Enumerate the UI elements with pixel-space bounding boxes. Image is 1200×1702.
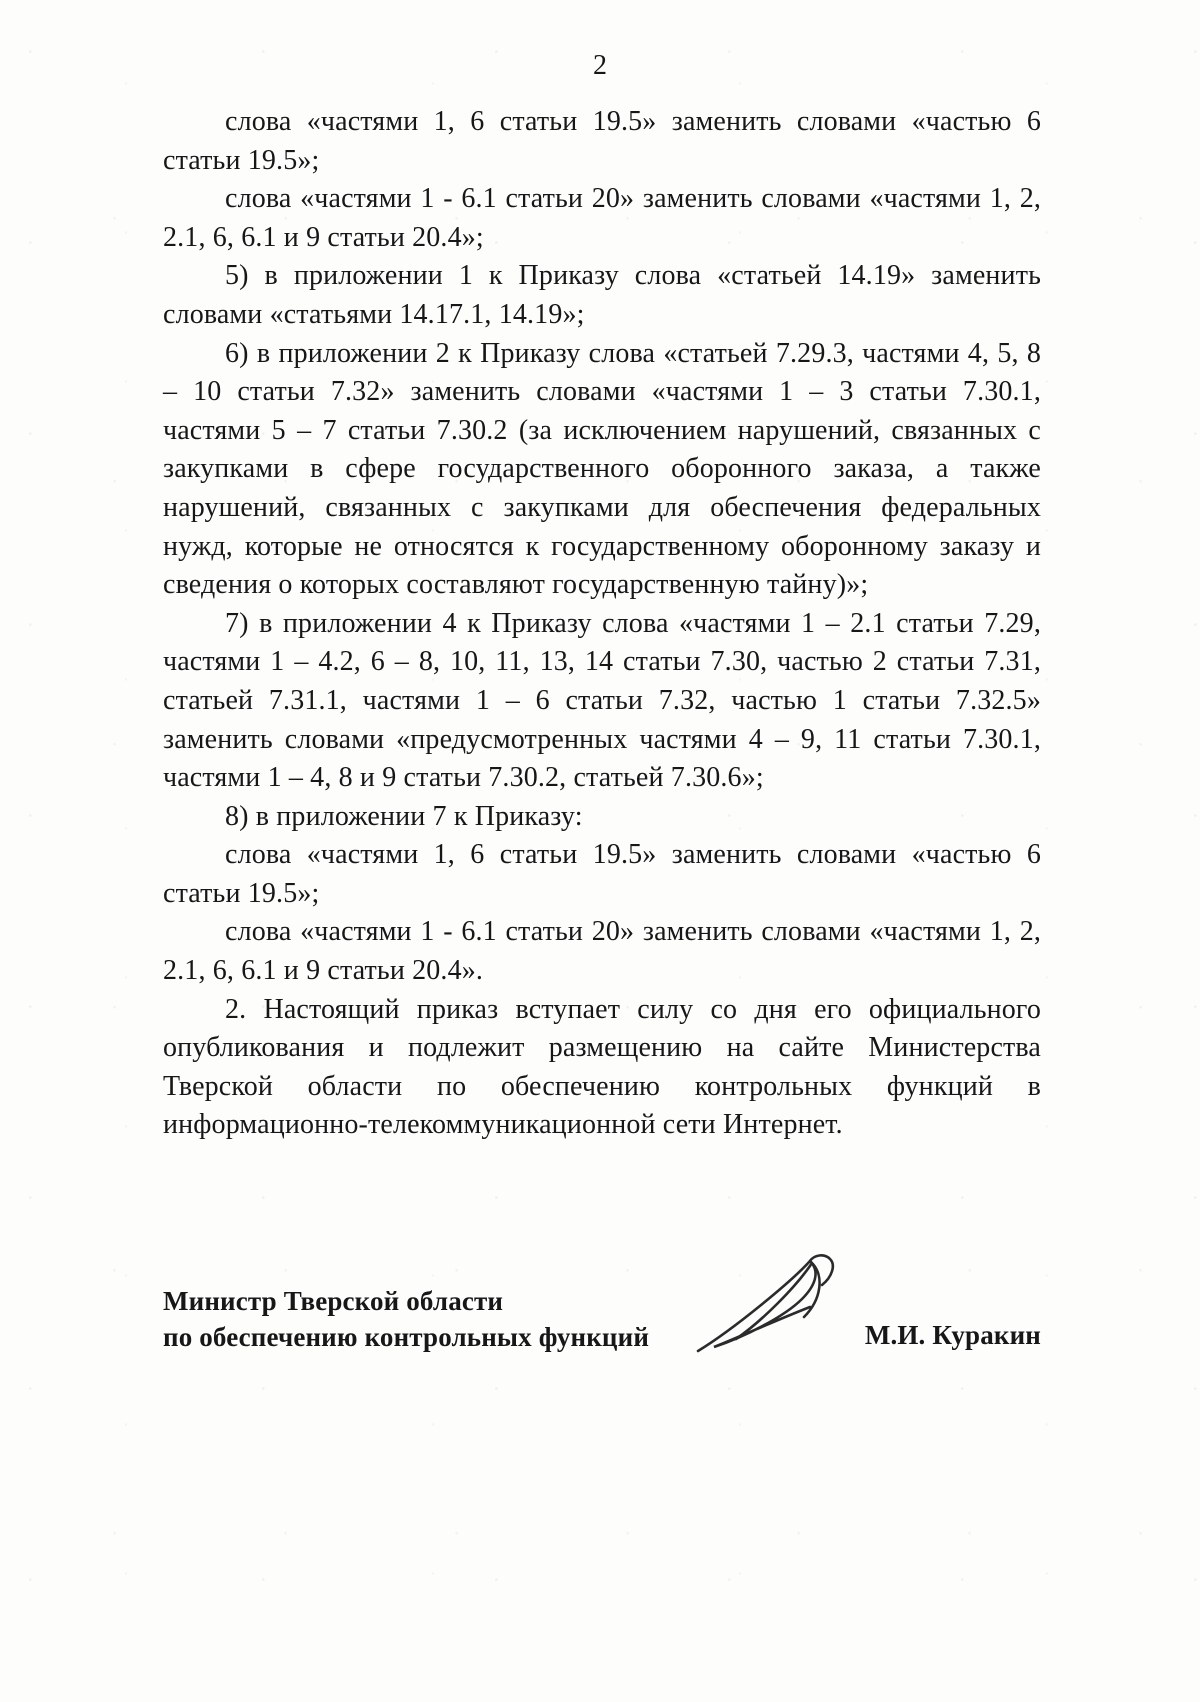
document-paragraph: 2. Настоящий приказ вступает силу со дня его официального опубликования и подлежит размещению на сайте Министерства Тверской области по обеспечению контрольных функций в информационно-телекоммуникационной сети Интернет. bbox=[163, 993, 1041, 1141]
document-paragraph: слова «частями 1, 6 статьи 19.5» заменить словами «частью 6 статьи 19.5»; bbox=[163, 106, 1041, 176]
document-paragraph: 7) в приложении 4 к Приказу слова «частями 1 – 2.1 статьи 7.29, частями 1 – 4.2, 6 – 8, 10, 11, 13, 14 статьи 7.30, частью 2 статьи 7.31, статьей 7.31.1, частями 1 – 6 статьи 7.32, частью 1 статьи 7.32.5» заменить словами «предусмотренных частями 4 – 9, 11 статьи 7.30.1, частями 1 – 4, 8 и 9 статьи 7.30.2, статьей 7.30.6»; bbox=[163, 607, 1041, 794]
signer-title-line1: Министр Тверской области bbox=[163, 1286, 504, 1317]
document-paragraph: 6) в приложении 2 к Приказу слова «статьей 7.29.3, частями 4, 5, 8 – 10 статьи 7.32» заменить словами «частями 1 – 3 статьи 7.30.1, частями 5 – 7 статьи 7.30.2 (за исключением нарушений, связанных с закупками в сфере государственного оборонного заказа, а также нарушений, связанных с закупками для обеспечения федеральных нужд, которые не относятся к государственному оборонному заказу и сведения о которых составляют государственную тайну)»; bbox=[163, 337, 1041, 601]
document-paragraph: 5) в приложении 1 к Приказу слова «статьей 14.19» заменить словами «статьями 14.17.1, 14.19»; bbox=[163, 260, 1041, 330]
handwritten-signature-icon bbox=[684, 1251, 849, 1363]
document-body bbox=[163, 103, 1041, 1355]
document-paragraph: 8) в приложении 7 к Приказу: bbox=[225, 800, 583, 832]
document-paragraph: слова «частями 1, 6 статьи 19.5» заменить словами «частью 6 статьи 19.5»; bbox=[163, 839, 1041, 909]
signer-title-line2: по обеспечению контрольных функций bbox=[163, 1322, 650, 1353]
page-number: 2 bbox=[593, 50, 607, 81]
signer-title bbox=[163, 1283, 649, 1355]
document-paragraph: слова «частями 1 - 6.1 статьи 20» заменить словами «частями 1, 2, 2.1, 6, 6.1 и 9 статьи 20.4». bbox=[163, 916, 1041, 987]
signature-block bbox=[163, 1243, 1041, 1355]
signer-name: М.И. Куракин bbox=[864, 1320, 1041, 1351]
document-paragraph: слова «частями 1 - 6.1 статьи 20» заменить словами «частями 1, 2, 2.1, 6, 6.1 и 9 статьи 20.4»; bbox=[163, 183, 1041, 253]
